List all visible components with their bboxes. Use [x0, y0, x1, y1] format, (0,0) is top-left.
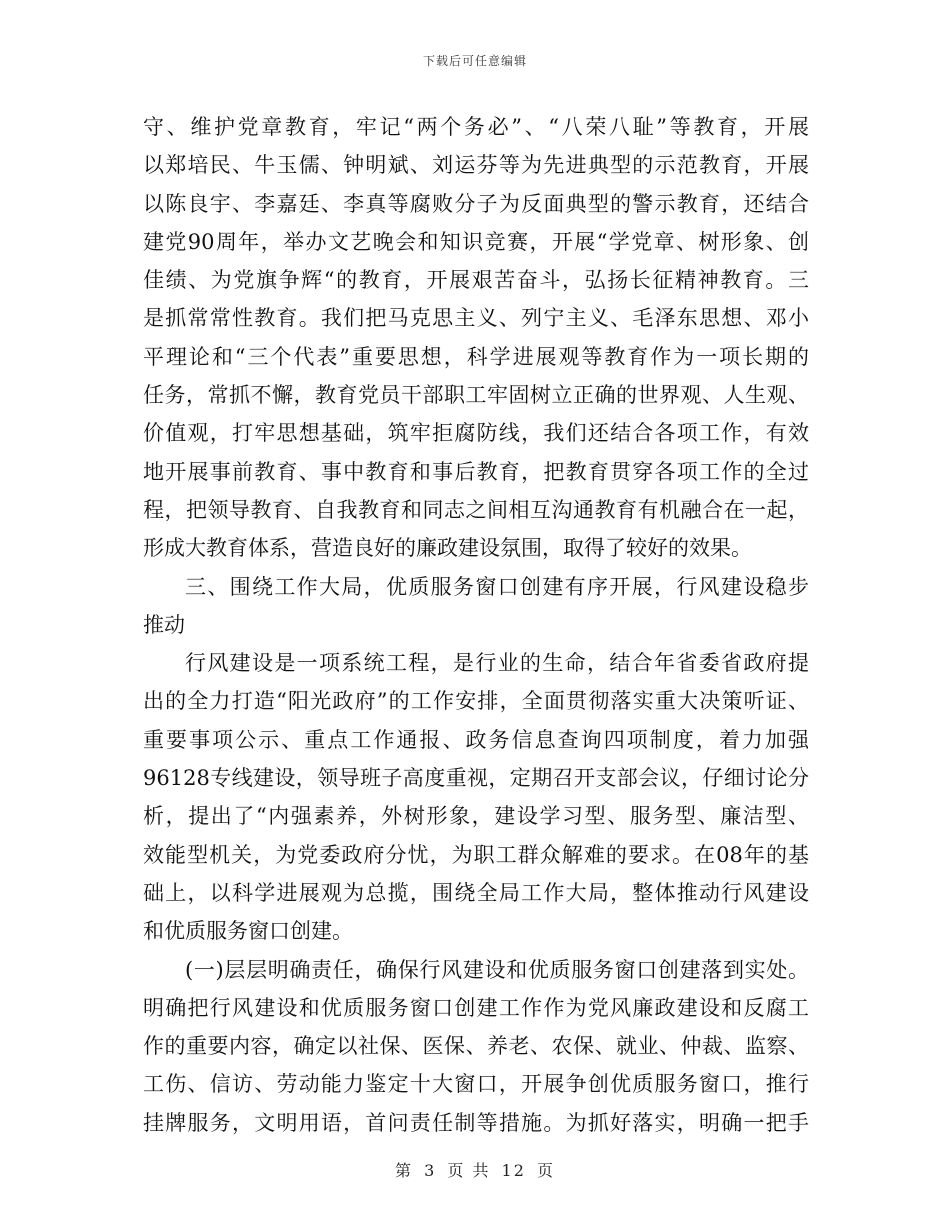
text-line: 和优质服务窗口创建。: [143, 919, 353, 944]
text-line: 平理论和“三个代表”重要思想，科学进展观等教育作为一项长期的: [143, 344, 809, 369]
paragraph-start: 行风建设是一项系统工程，是行业的生命，结合年省委省政府提: [185, 651, 809, 676]
document-body: [143, 108, 809, 1142]
section-heading-continued: 推动: [143, 612, 185, 637]
text-line: 挂牌服务，文明用语，首问责任制等措施。为抓好落实，明确一把手: [143, 1110, 809, 1135]
text-line: 作的重要内容，确定以社保、医保、养老、农保、就业、仲裁、监察、: [143, 1034, 809, 1059]
footer-suffix: 页: [537, 1161, 556, 1180]
text-line: 任务，常抓不懈，教育党员干部职工牢固树立正确的世界观、人生观、: [143, 383, 809, 408]
text-line: 效能型机关，为党委政府分忧，为职工群众解难的要求。在08年的基: [143, 842, 809, 867]
text-line: 程，把领导教育、自我教育和同志之间相互沟通教育有机融合在一起，: [143, 497, 809, 522]
text-line: 以陈良宇、李嘉廷、李真等腐败分子为反面典型的警示教育，还结合: [143, 191, 809, 216]
text-line: 价值观，打牢思想基础，筑牢拒腐防线，我们还结合各项工作，有效: [143, 421, 809, 446]
footer-prefix: 第: [394, 1161, 413, 1180]
section-heading: 三、围绕工作大局，优质服务窗口创建有序开展，行风建设稳步: [185, 574, 809, 599]
text-line: 出的全力打造“阳光政府”的工作安排，全面贯彻落实重大决策听证、: [143, 689, 809, 714]
total-pages: 12: [501, 1161, 526, 1180]
text-line: 工伤、信访、劳动能力鉴定十大窗口，开展争创优质服务窗口，推行: [143, 1072, 809, 1097]
text-line: 形成大教育体系，营造良好的廉政建设氛围，取得了较好的效果。: [143, 536, 752, 561]
text-line: 96128专线建设，领导班子高度重视，定期召开支部会议，仔细讨论分: [143, 766, 809, 791]
text-line: 佳绩、为党旗争辉“的教育，开展艰苦奋斗，弘扬长征精神教育。三: [143, 268, 809, 293]
page-number: 3: [424, 1161, 437, 1180]
text-line: 析，提出了“内强素养，外树形象，建设学习型、服务型、廉洁型、: [143, 804, 809, 829]
page-footer: [0, 1158, 950, 1181]
subsection-heading: (一)层层明确责任，确保行风建设和优质服务窗口创建落到实处。: [185, 957, 809, 982]
page-header: 下载后可任意编辑: [422, 54, 527, 68]
text-line: 础上，以科学进展观为总揽，围绕全局工作大局，整体推动行风建设: [143, 880, 809, 905]
text-line: 以郑培民、牛玉儒、钟明斌、刘运芬等为先进典型的示范教育，开展: [143, 153, 809, 178]
text-line: 重要事项公示、重点工作通报、政务信息查询四项制度，着力加强: [143, 727, 809, 752]
text-line: 明确把行风建设和优质服务窗口创建工作作为党风廉政建设和反腐工: [143, 995, 809, 1020]
text-line: 地开展事前教育、事中教育和事后教育，把教育贯穿各项工作的全过: [143, 459, 809, 484]
text-line: 守、维护党章教育，牢记“两个务必”、“八荣八耻”等教育，开展: [143, 115, 809, 139]
text-line: 建党90周年，举办文艺晚会和知识竞赛，开展“学党章、树形象、创: [143, 229, 809, 254]
text-line: 是抓常常性教育。我们把马克思主义、列宁主义、毛泽东思想、邓小: [143, 306, 809, 331]
footer-middle: 页 共: [447, 1161, 491, 1180]
